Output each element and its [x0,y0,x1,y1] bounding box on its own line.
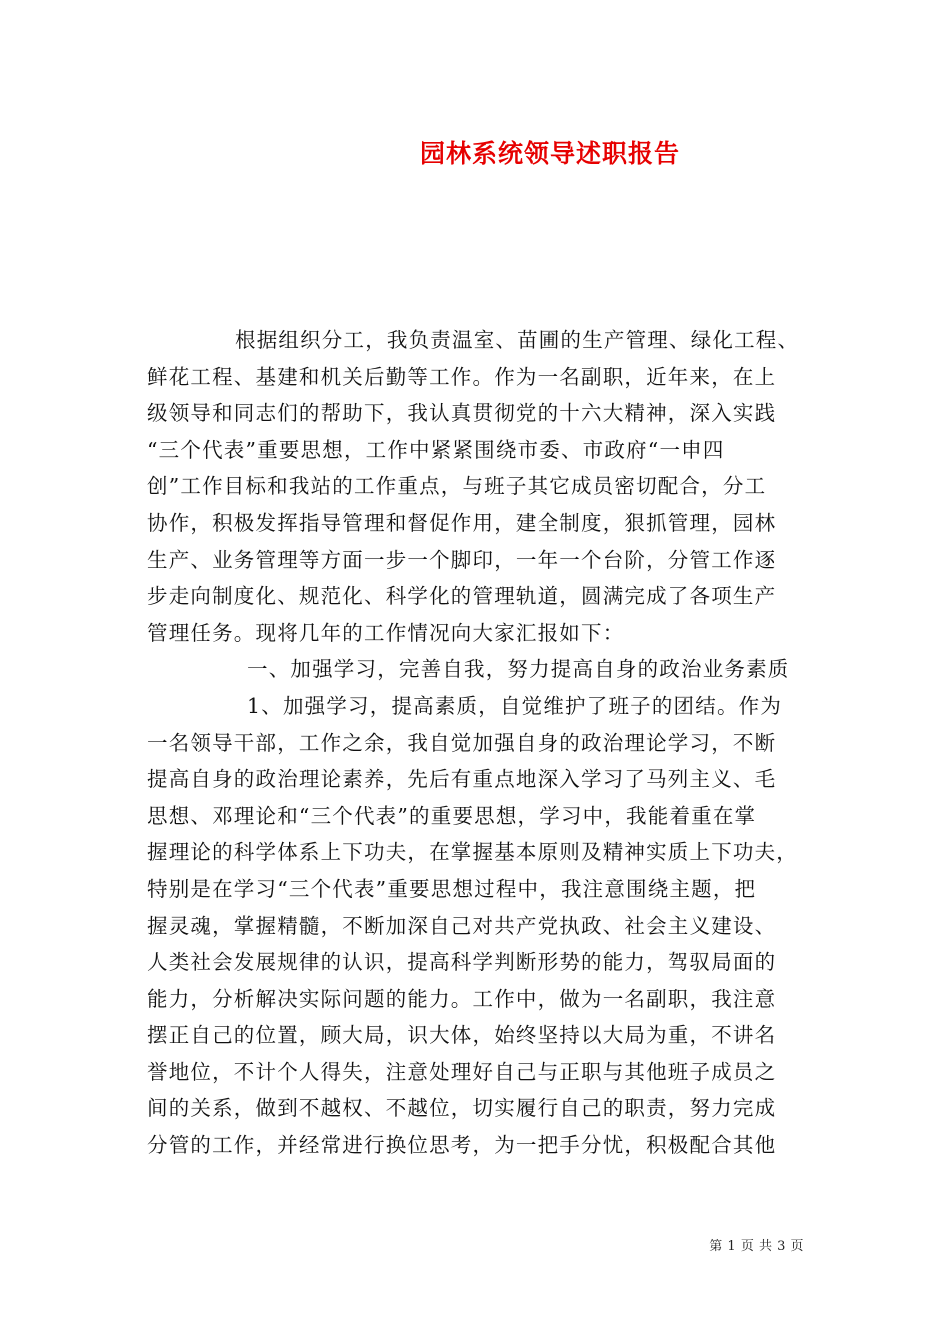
page-number: 第 1 页 共 3 页 [709,1239,804,1254]
paragraph-line: 思想、邓理论和“三个代表”的重要思想，学习中，我能着重在掌 [147,803,757,828]
paragraph-line: 生产、业务管理等方面一步一个脚印，一年一个台阶，分管工作逐 [147,547,777,572]
document-title: 园林系统领导述职报告 [419,139,680,168]
paragraph-line: 步走向制度化、规范化、科学化的管理轨道，圆满完成了各项生产 [147,584,777,609]
section-heading: 一、加强学习，完善自我，努力提高自身的政治业务素质 [247,657,790,682]
paragraph-line: 级领导和同志们的帮助下，我认真贯彻党的十六大精神，深入实践 [147,401,777,426]
paragraph-line: 握灵魂，掌握精髓，不断加深自己对共产党执政、社会主义建设、 [147,913,777,938]
paragraph-line: 鲜花工程、基建和机关后勤等工作。作为一名副职，近年来，在上 [147,364,777,389]
paragraph-line: 能力，分析解决实际问题的能力。工作中，做为一名副职，我注意 [147,986,777,1011]
subsection-line: 1、加强学习，提高素质，自觉维护了班子的团结。作为 [247,693,783,718]
paragraph-line: 特别是在学习“三个代表”重要思想过程中，我注意围绕主题，把 [147,876,757,901]
paragraph-line: 间的关系，做到不越权、不越位，切实履行自己的职责，努力完成 [147,1096,777,1121]
paragraph-line: 创”工作目标和我站的工作重点，与班子其它成员密切配合，分工 [147,474,767,499]
paragraph-line: 人类社会发展规律的认识，提高科学判断形势的能力，驾驭局面的 [147,950,777,975]
paragraph-line: 一名领导干部，工作之余，我自觉加强自身的政治理论学习，不断 [147,730,777,755]
paragraph-line: 协作，积极发挥指导管理和督促作用，建全制度，狠抓管理，园林 [147,510,777,535]
paragraph-line: 分管的工作，并经常进行换位思考，为一把手分忧，积极配合其他 [147,1133,777,1158]
paragraph-line: 提高自身的政治理论素养，先后有重点地深入学习了马列主义、毛 [147,767,777,792]
paragraph-line: “三个代表”重要思想，工作中紧紧围绕市委、市政府“一申四 [147,437,725,462]
document-body [147,322,827,1164]
paragraph-line: 誉地位，不计个人得失，注意处理好自己与正职与其他班子成员之 [147,1059,777,1084]
paragraph-line: 握理论的科学体系上下功夫，在掌握基本原则及精神实质上下功夫， [147,840,798,865]
paragraph-line: 摆正自己的位置，顾大局，识大体，始终坚持以大局为重，不讲名 [147,1023,777,1048]
paragraph-line: 根据组织分工，我负责温室、苗圃的生产管理、绿化工程、 [235,328,800,352]
paragraph-line: 管理任务。现将几年的工作情况向大家汇报如下： [147,620,625,645]
